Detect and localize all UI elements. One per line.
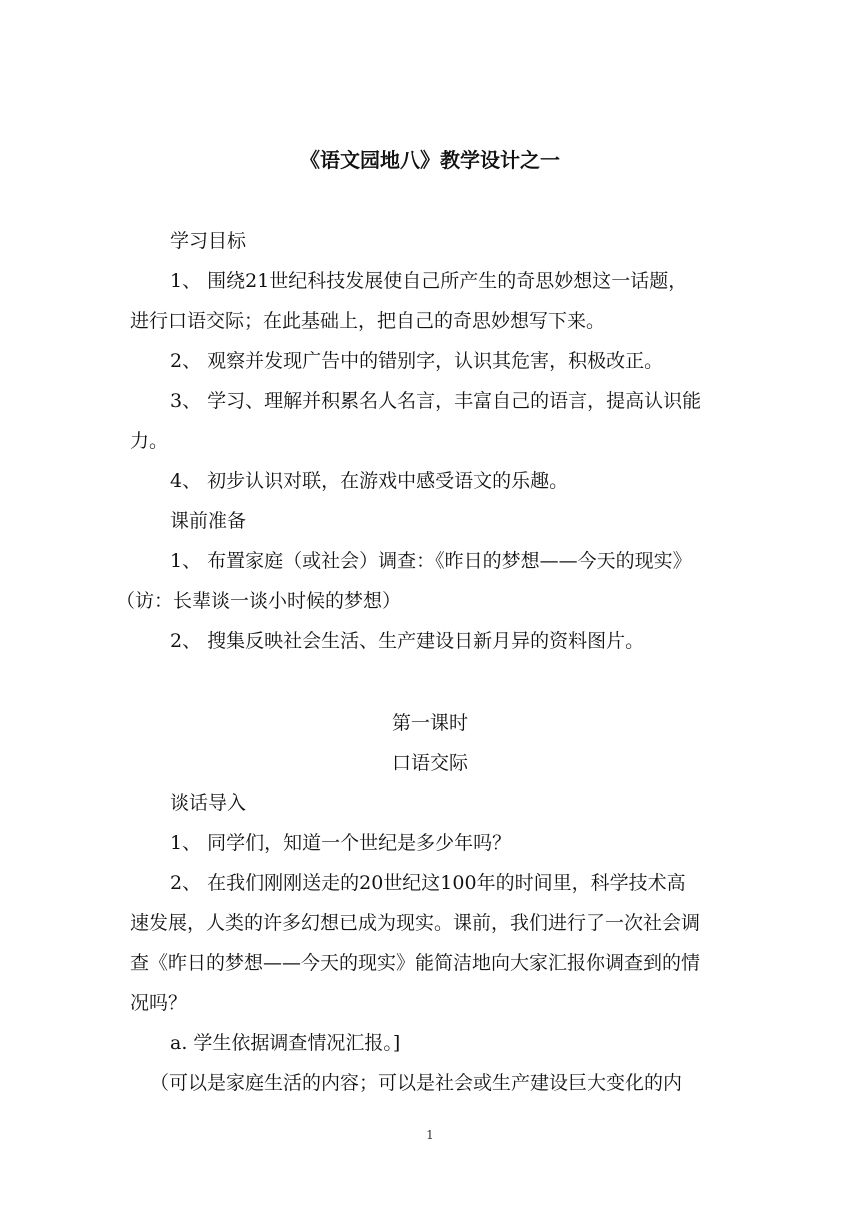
heading-learning-goals: 学习目标 [170, 230, 247, 252]
goal-2: 2、 观察并发现广告中的错别字，认识其危害，积极改正。 [170, 350, 664, 372]
goal-3-line-1: 3、 学习、理解并积累名人名言，丰富自己的语言，提高认识能 [170, 390, 702, 412]
intro-2-line-3: 查《昨日的梦想——今天的现实》能简洁地向大家汇报你调查到的情 [130, 952, 701, 974]
prep-1-line-2: （访：长辈谈一谈小时候的梦想） [116, 590, 402, 612]
activity-note: （可以是家庭生活的内容；可以是社会或生产建设巨大变化的内 [150, 1072, 683, 1094]
heading-intro: 谈话导入 [170, 792, 247, 814]
goal-1-line-1: 1、 围绕21世纪科技发展使自己所产生的奇思妙想这一话题， [170, 270, 688, 292]
prep-2: 2、 搜集反映社会生活、生产建设日新月异的资料图片。 [170, 630, 645, 652]
intro-2-line-4: 况吗？ [130, 992, 188, 1014]
goal-1-line-2: 进行口语交际；在此基础上，把自己的奇思妙想写下来。 [130, 310, 606, 332]
intro-2-line-1: 2、 在我们刚刚送走的20世纪这100年的时间里，科学技术高 [170, 872, 686, 894]
goal-4: 4、 初步认识对联，在游戏中感受语文的乐趣。 [170, 470, 569, 492]
document-title: 《语文园地八》教学设计之一 [300, 148, 560, 172]
section-heading-lesson: 第一课时 [391, 712, 468, 734]
intro-2-line-2: 速发展，人类的许多幻想已成为现实。课前，我们进行了一次社会调 [130, 912, 701, 934]
activity-a: a. 学生依据调查情况汇报。] [170, 1032, 401, 1054]
heading-preparation: 课前准备 [170, 510, 247, 532]
section-heading-oral: 口语交际 [391, 752, 468, 774]
page-number: 1 [426, 1128, 434, 1142]
intro-1: 1、 同学们，知道一个世纪是多少年吗？ [170, 832, 512, 854]
goal-3-line-2: 力。 [130, 430, 169, 452]
prep-1-line-1: 1、 布置家庭（或社会）调查：《昨日的梦想——今天的现实》 [170, 550, 692, 572]
